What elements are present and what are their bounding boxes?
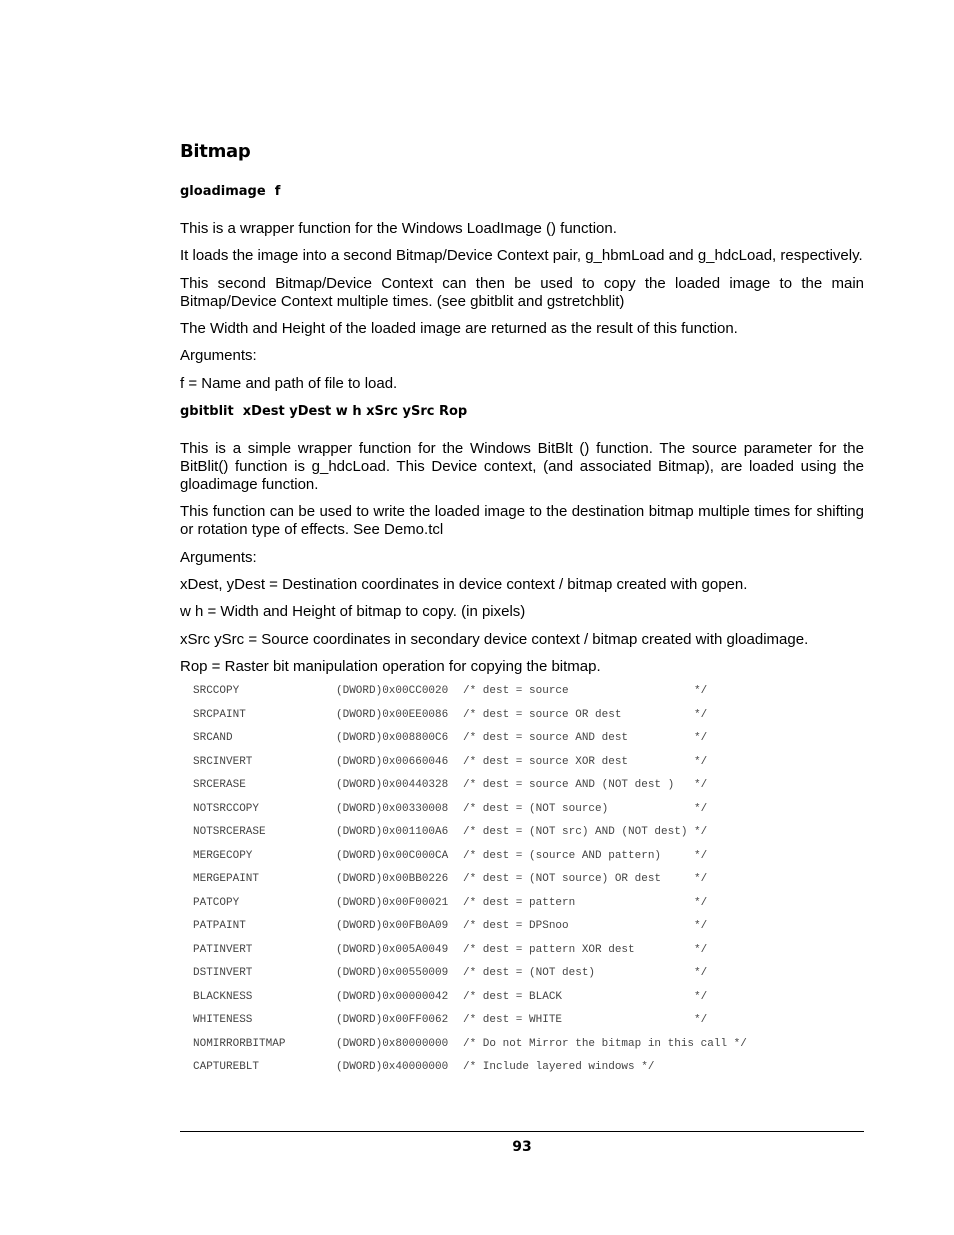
code-constant-name: NOTSRCCOPY xyxy=(193,802,260,815)
arguments-heading: Arguments: xyxy=(180,347,257,364)
code-comment: /* dest = source OR dest */ xyxy=(463,708,708,721)
code-constant-name: NOMIRRORBITMAP xyxy=(193,1037,286,1050)
code-comment: /* dest = pattern XOR dest */ xyxy=(463,943,708,956)
code-comment: /* dest = (NOT dest) */ xyxy=(463,967,708,979)
code-constant-name: SRCCOPY xyxy=(193,685,240,697)
paragraph: The Width and Height of the loaded image are returned as the result of this function. xyxy=(180,320,738,337)
code-constant-value: (DWORD)0x008800C6 xyxy=(336,732,449,744)
code-constant-name: PATCOPY xyxy=(193,896,240,909)
code-comment: /* dest = (source AND pattern) */ xyxy=(463,849,708,862)
code-comment: /* dest = WHITE */ xyxy=(463,1014,708,1026)
code-constant-value: (DWORD)0x00BB0226 xyxy=(336,873,449,885)
code-constant-value: (DWORD)0x00CC0020 xyxy=(336,685,449,697)
code-constant-name: WHITENESS xyxy=(193,1014,253,1026)
code-constant-name: PATPAINT xyxy=(193,920,246,932)
code-constant-value: (DWORD)0x00330008 xyxy=(336,802,449,815)
code-constant-value: (DWORD)0x00F00021 xyxy=(336,896,449,909)
paragraph: It loads the image into a second Bitmap/Device Context pair, g_hbmLoad and g_hdcLoad, respectively. xyxy=(180,247,863,264)
argument-description: xSrc ySrc = Source coordinates in secondary device context / bitmap created with gloadimage. xyxy=(180,631,809,648)
code-constant-value: (DWORD)0x00550009 xyxy=(336,967,449,979)
code-constant-name: CAPTUREBLT xyxy=(193,1061,260,1073)
code-constant-value: (DWORD)0x80000000 xyxy=(336,1037,449,1050)
code-comment: /* dest = source */ xyxy=(463,685,708,697)
code-comment: /* dest = BLACK */ xyxy=(463,990,708,1003)
code-constant-name: SRCINVERT xyxy=(193,755,253,768)
code-comment: /* dest = (NOT source) OR dest */ xyxy=(463,873,708,885)
code-constant-value: (DWORD)0x00FF0062 xyxy=(336,1014,449,1026)
code-constant-value: (DWORD)0x001100A6 xyxy=(336,826,449,838)
code-comment: /* Include layered windows */ xyxy=(463,1061,655,1073)
code-comment: /* Do not Mirror the bitmap in this call */ xyxy=(463,1037,747,1050)
paragraph: This second Bitmap/Device Context can then be used to copy the loaded image to the main Bitmap/Device Context multiple times. (see gbitblit and gstretchblit) xyxy=(180,275,864,310)
code-constant-name: MERGEPAINT xyxy=(193,873,260,885)
code-comment: /* dest = (NOT src) AND (NOT dest) */ xyxy=(463,826,708,838)
code-constant-name: NOTSRCERASE xyxy=(193,826,266,838)
argument-description: w h = Width and Height of bitmap to copy. (in pixels) xyxy=(180,603,526,620)
code-constant-name: BLACKNESS xyxy=(193,990,253,1003)
paragraph: This function can be used to write the loaded image to the destination bitmap multiple times for shifting or rotation type of effects. See Demo.tcl xyxy=(180,503,864,538)
section-title: Bitmap xyxy=(180,141,251,162)
code-constant-value: (DWORD)0x00EE0086 xyxy=(336,708,449,721)
code-constant-name: DSTINVERT xyxy=(193,967,253,979)
footer-divider xyxy=(180,1131,864,1132)
arguments-heading: Arguments: xyxy=(180,549,257,566)
code-constant-name: MERGECOPY xyxy=(193,849,253,862)
function-signature-gloadimage: gloadimage f xyxy=(180,184,281,199)
code-constant-name: SRCERASE xyxy=(193,779,246,791)
paragraph: This is a simple wrapper function for the Windows BitBlt () function. The source parameter for the BitBlit() function is g_hdcLoad. This Device context, (and associated Bitmap), are loaded using the gloadimage function. xyxy=(180,440,864,493)
code-constant-value: (DWORD)0x00000042 xyxy=(336,990,449,1003)
code-constant-name: SRCPAINT xyxy=(193,708,246,721)
function-signature-gbitblit: gbitblit xDest yDest w h xSrc ySrc Rop xyxy=(180,404,468,419)
code-constant-value: (DWORD)0x40000000 xyxy=(336,1061,449,1073)
code-comment: /* dest = source XOR dest */ xyxy=(463,755,708,768)
paragraph: This is a wrapper function for the Windows LoadImage () function. xyxy=(180,220,617,237)
code-constant-name: SRCAND xyxy=(193,732,233,744)
code-comment: /* dest = (NOT source) */ xyxy=(463,802,708,815)
code-comment: /* dest = DPSnoo */ xyxy=(463,920,708,932)
code-constant-value: (DWORD)0x00660046 xyxy=(336,755,449,768)
code-comment: /* dest = source AND dest */ xyxy=(463,732,708,744)
code-constant-value: (DWORD)0x00FB0A09 xyxy=(336,920,449,932)
code-comment: /* dest = source AND (NOT dest ) */ xyxy=(463,779,708,791)
argument-description: f = Name and path of file to load. xyxy=(180,375,398,392)
argument-description: xDest, yDest = Destination coordinates in device context / bitmap created with gopen. xyxy=(180,576,748,593)
code-constant-value: (DWORD)0x005A0049 xyxy=(336,943,449,956)
code-constant-value: (DWORD)0x00C000CA xyxy=(336,849,449,862)
code-comment: /* dest = pattern */ xyxy=(463,896,708,909)
code-constant-value: (DWORD)0x00440328 xyxy=(336,779,449,791)
page-number: 93 xyxy=(512,1139,532,1155)
argument-description: Rop = Raster bit manipulation operation for copying the bitmap. xyxy=(180,658,601,675)
code-constant-name: PATINVERT xyxy=(193,943,253,956)
